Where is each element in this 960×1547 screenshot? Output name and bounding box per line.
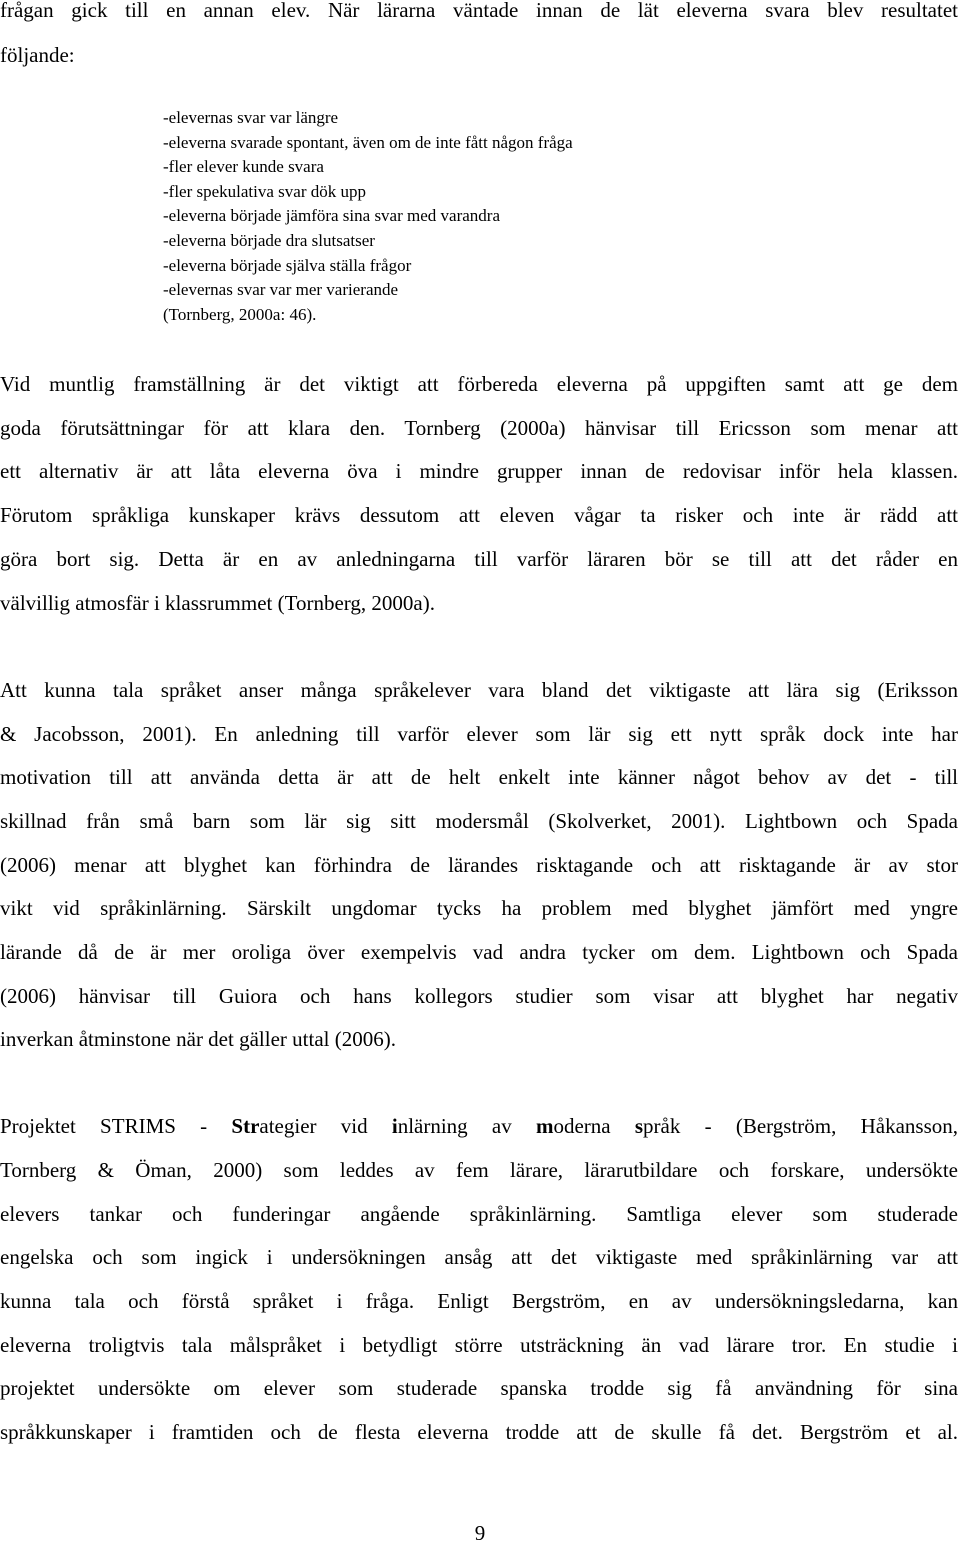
list-item: -eleverna började dra slutsatser xyxy=(163,230,375,250)
list-item: -eleverna svarade spontant, även om de inte fått någon fråga xyxy=(163,132,573,152)
list-item: -elevernas svar var längre xyxy=(163,108,339,127)
para3-line-8: språkkunskaper i framtiden och de flesta eleverna trodde att de skulle få det. Bergström et al. xyxy=(0,1420,958,1444)
para3-line-2: Tornberg & Öman, 2000) som leddes av fem lärare, lärarutbildare och forskare, undersökte xyxy=(0,1158,958,1182)
para3-line-4: engelska och som ingick i undersökningen ansåg att det viktigaste med språkinlärning var att xyxy=(0,1245,958,1269)
list-item: -fler spekulativa svar dök upp xyxy=(163,181,366,201)
para2-line-5: (2006) menar att blyghet kan förhindra de lärandes risktagande och att risktagande är av stor xyxy=(0,853,958,877)
para2-line-6: vikt vid språkinlärning. Särskilt ungdomar tycks ha problem med blyghet jämfört med yngre xyxy=(0,896,958,920)
para2-line-1: Att kunna tala språket anser många språkelever vara bland det viktigaste att lära sig (Eriksson xyxy=(0,678,958,702)
para1-line-5: göra bort sig. Detta är en av anledningarna till varför läraren bör se till att det råder en xyxy=(0,547,958,571)
intro-line-1: frågan gick till en annan elev. När lärarna väntade innan de lät eleverna svara blev resultatet xyxy=(0,0,958,22)
para2-line-9: inverkan åtminstone när det gäller uttal (2006). xyxy=(0,1027,396,1051)
list-item: -elevernas svar var mer varierande xyxy=(163,280,399,300)
list-item: -fler elever kunde svara xyxy=(163,157,324,177)
para2-line-3: motivation till att använda detta är att de helt enkelt inte känner något behov av det - till xyxy=(0,765,958,789)
page-number: 9 xyxy=(474,1521,486,1545)
list-item: -eleverna började själva ställa frågor xyxy=(163,255,412,275)
para2-line-2: & Jacobsson, 2001). En anledning till varför elever som lär sig ett nytt språk dock inte har xyxy=(0,722,958,746)
text-run: nlärning av xyxy=(397,1114,536,1138)
intro-line-2: följande: xyxy=(0,43,75,67)
para3-line-3: elevers tankar och funderingar angående språkinlärning. Samtliga elever som studerade xyxy=(0,1202,958,1226)
text-run: pråk - (Bergström, Håkansson, xyxy=(643,1114,958,1138)
para1-line-4: Förutom språkliga kunskaper krävs dessutom att eleven vågar ta risker och inte är rädd att xyxy=(0,503,958,527)
quote-citation: (Tornberg, 2000a: 46). xyxy=(163,304,317,324)
acronym-letters-str: Str xyxy=(231,1114,260,1138)
para2-line-4: skillnad från små barn som lär sig sitt modersmål (Skolverket, 2001). Lightbown och Spada xyxy=(0,809,958,833)
para1-line-1: Vid muntlig framställning är det viktigt att förbereda eleverna på uppgiften samt att ge dem xyxy=(0,372,958,396)
para3-line-5: kunna tala och förstå språket i fråga. Enligt Bergström, en av undersökningsledarna, kan xyxy=(0,1289,958,1313)
acronym-letter-s: s xyxy=(634,1114,644,1138)
text-run: oderna xyxy=(553,1114,635,1138)
acronym-letter-m: m xyxy=(535,1114,554,1138)
para3-line-6: eleverna troligtvis tala målspråket i betydligt större utsträckning än vad lärare tror. En studie i xyxy=(0,1333,958,1357)
text-run: ategier vid xyxy=(259,1114,392,1138)
para2-line-8: (2006) hänvisar till Guiora och hans kollegors studier som visar att blyghet har negativ xyxy=(0,984,958,1008)
para3-line-1 xyxy=(0,1112,958,1140)
acronym-letter-i: i xyxy=(391,1114,398,1138)
para1-line-3: ett alternativ är att låta eleverna öva i mindre grupper innan de redovisar inför hela klassen. xyxy=(0,459,958,483)
list-item: -eleverna började jämföra sina svar med varandra xyxy=(163,206,500,226)
para1-line-2: goda förutsättningar för att klara den. Tornberg (2000a) hänvisar till Ericsson som menar att xyxy=(0,416,958,440)
para1-line-6: välvillig atmosfär i klassrummet (Tornberg, 2000a). xyxy=(0,591,435,615)
text-run: Projektet STRIMS - xyxy=(0,1114,232,1138)
para2-line-7: lärande då de är mer oroliga över exempelvis vad andra tycker om dem. Lightbown och Spada xyxy=(0,940,958,964)
para3-line-7: projektet undersökte om elever som studerade spanska trodde sig få användning för sina xyxy=(0,1376,958,1400)
quote-list xyxy=(163,106,573,327)
